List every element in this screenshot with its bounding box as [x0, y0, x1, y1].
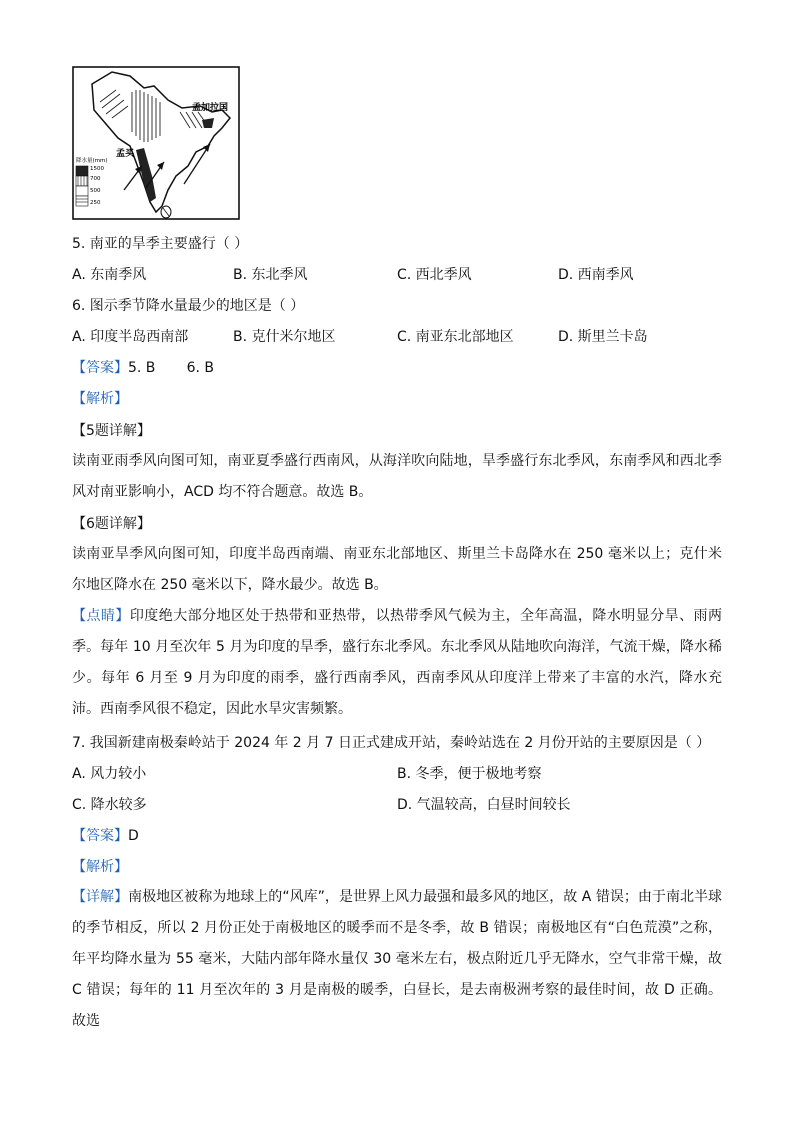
label-bangladesh: 孟加拉国	[192, 103, 229, 113]
note-label: 【点睛】	[72, 608, 130, 624]
detail7-label: 【详解】	[72, 889, 129, 905]
detail5-title: 【5题详解】	[72, 423, 151, 439]
answer-56	[72, 359, 214, 377]
south-asia-monsoon-map	[72, 66, 240, 220]
detail7-body: 南极地区被称为地球上的“风库”，是世界上风力最强和最多风的地区，故 A 错误；由于南北半球的季节相反，所以 2 月份正处于南极地区的暖季而不是冬季，故 B 错误；南极地区有“白色荒漠”之称，年平均降水量为 55 毫米，大陆内部年降水量仅 30 毫米左右，极点附近几乎无降水，空气非常干燥，故 C 错误；每年的 11 月至次年的 3 月是南极的暖季，白昼长，是去南极洲考察的最佳时间，故 D 正确。故选	[72, 889, 723, 1029]
legend-value-500: 500	[90, 188, 101, 194]
detail6-body: 读南亚旱季风向图可知，印度半岛西南端、南亚东北部地区、斯里兰卡岛降水在 250 毫米以上；克什米尔地区降水在 250 毫米以下，降水最少。故选 B。	[72, 546, 722, 593]
q5-option-a: A. 东南季风	[72, 267, 147, 283]
answer-label: 【答案】	[72, 360, 128, 376]
legend-value-700: 700	[90, 176, 101, 182]
q6-stem: 6. 图示季节降水量最少的地区是（ ）	[72, 298, 305, 314]
q5-option-b: B. 东北季风	[233, 267, 308, 283]
q6-option-c: C. 南亚东北部地区	[397, 329, 514, 345]
q7-stem: 7. 我国新建南极秦岭站于 2024 年 2 月 7 日正式建成开站，秦岭站选在 2 月份开站的主要原因是（ ）	[72, 735, 711, 751]
detail7-paragraph	[72, 882, 722, 1037]
q7-option-a: A. 风力较小	[72, 766, 147, 782]
q5-option-d: D. 西南季风	[558, 267, 634, 283]
detail5-body: 读南亚雨季风向图可知，南亚夏季盛行西南风，从海洋吹向陆地，旱季盛行东北季风，东南季风和西北季风对南亚影响小，ACD 均不符合题意。故选 B。	[72, 453, 722, 500]
q7-option-c: C. 降水较多	[72, 797, 147, 813]
analysis2-heading: 【解析】	[72, 859, 128, 875]
answer7-text: D	[128, 828, 139, 844]
answer-text: 5. B 6. B	[128, 360, 214, 376]
q5-option-c: C. 西北季风	[397, 267, 472, 283]
label-mumbai: 孟买	[116, 149, 135, 159]
answer7-label: 【答案】	[72, 828, 128, 844]
analysis-heading: 【解析】	[72, 391, 128, 407]
q6-option-d: D. 斯里兰卡岛	[558, 329, 648, 345]
q6-option-a: A. 印度半岛西南部	[72, 329, 189, 345]
note-body: 印度绝大部分地区处于热带和亚热带，以热带季风气候为主，全年高温，降水明显分旱、雨两季。每年 10 月至次年 5 月为印度的旱季，盛行东北季风。东北季风从陆地吹向海洋，气流干燥，降水稀少。每年 6 月至 9 月为印度的雨季，盛行西南季风，西南季风从印度洋上带来了丰富的水汽，降水充沛。西南季风很不稳定，因此水旱灾害频繁。	[72, 608, 723, 717]
q6-option-b: B. 克什米尔地区	[233, 329, 336, 345]
answer-7	[72, 827, 139, 845]
legend-value-250: 250	[90, 200, 101, 206]
note-paragraph	[72, 601, 722, 725]
legend-title: 降水量(mm)	[76, 158, 108, 164]
q7-option-b: B. 冬季，便于极地考察	[397, 766, 542, 782]
detail6-title: 【6题详解】	[72, 516, 151, 532]
q5-stem: 5. 南亚的旱季主要盛行（ ）	[72, 236, 249, 252]
legend-value-1500: 1500	[90, 166, 104, 172]
q7-option-d: D. 气温较高，白昼时间较长	[397, 797, 571, 813]
